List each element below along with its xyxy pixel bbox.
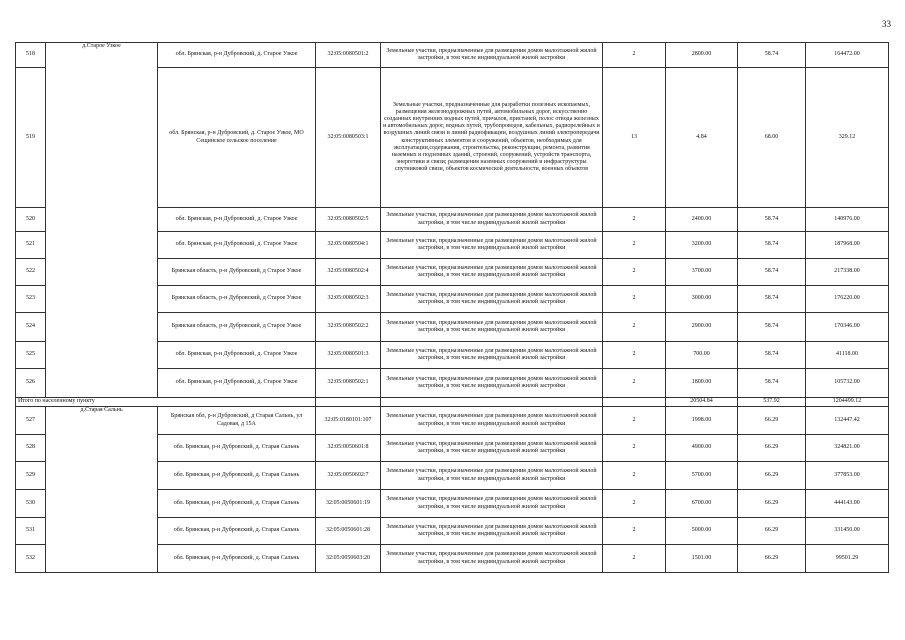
row-address: Брянская область, р-н Дубровский, д Старое Узкое	[158, 259, 316, 286]
row-address: обл. Брянская, р-н Дубровский, д. Старое Узкое	[158, 208, 316, 232]
locality-name: д.Старая Сальнь	[46, 407, 158, 573]
row-value: 176220.00	[806, 286, 889, 313]
row-category: 2	[603, 208, 666, 232]
total-label: Итого по населенному пункту	[16, 398, 316, 407]
row-cadastral-number: 32:05:0080502:3	[316, 286, 381, 313]
row-area: 700.00	[666, 342, 738, 369]
row-address: Брянская область, р-н Дубровский, д Старое Узкое	[158, 286, 316, 313]
row-number: 520	[16, 208, 46, 232]
row-category: 2	[603, 313, 666, 342]
row-category: 2	[603, 462, 666, 490]
row-land-use: Земельные участки, предназначенные для разработки полезных ископаемых, размещения железнодорожных путей, автомобильных дорог, искусственно созданных внутренних водных путей, причалов, пристаней, полос отвода железных и автомобильных дорог, водных путей, трубопроводов, кабельных, радиорелейных и воздушных линий связи и линий радиофикации, воздушных линий электропередачи конструктивных элементов и сооружений, объектов, необходимых для эксплуатации,содержания, строительства, реконструкции, ремонта, развития наземных и подземных зданий, строений, сооружений, устройств транспорта, энергетики и связи; размещения наземных сооружений и инфраструктуры спутниковой связи, объектов космической деятельности, военных объектов	[381, 68, 603, 208]
row-category: 2	[603, 43, 666, 68]
row-value: 99501.29	[806, 545, 889, 573]
row-category: 2	[603, 259, 666, 286]
row-category: 2	[603, 407, 666, 435]
row-rate: 68.00	[738, 68, 806, 208]
row-value: 187968.00	[806, 232, 889, 259]
row-address: обл. Брянская, р-н Дубровский, д. Старое Узкое	[158, 369, 316, 398]
row-number: 518	[16, 43, 46, 68]
row-area: 1800.00	[666, 369, 738, 398]
row-category: 2	[603, 518, 666, 545]
table-row	[16, 407, 889, 435]
row-address: обл. Брянская, р-н Дубровский, д. Старая Сальнь	[158, 518, 316, 545]
row-land-use: Земельные участки, предназначенные для размещения домов малоэтажной жилой застройки, в том числе индивидуальной жилой застройки	[381, 518, 603, 545]
row-rate: 58.74	[738, 313, 806, 342]
row-rate: 66.29	[738, 518, 806, 545]
row-area: 1501.00	[666, 545, 738, 573]
page-number: 33	[882, 19, 891, 29]
row-cadastral-number: 32:05:0080503:1	[316, 68, 381, 208]
row-land-use: Земельные участки, предназначенные для размещения домов малоэтажной жилой застройки, в том числе индивидуальной жилой застройки	[381, 369, 603, 398]
row-cadastral-number: 32:05:0080504:1	[316, 232, 381, 259]
row-number: 525	[16, 342, 46, 369]
row-number: 526	[16, 369, 46, 398]
row-area: 3000.00	[666, 286, 738, 313]
row-value: 140976.00	[806, 208, 889, 232]
table-body	[16, 43, 889, 573]
row-number: 522	[16, 259, 46, 286]
row-land-use: Земельные участки, предназначенные для размещения домов малоэтажной жилой застройки, в том числе индивидуальной жилой застройки	[381, 407, 603, 435]
row-address: обл. Брянская, р-н Дубровский, д. Старое Узкое	[158, 43, 316, 68]
row-value: 164472.00	[806, 43, 889, 68]
row-area: 3200.00	[666, 232, 738, 259]
row-category: 2	[603, 545, 666, 573]
row-land-use: Земельные участки, предназначенные для размещения домов малоэтажной жилой застройки, в том числе индивидуальной жилой застройки	[381, 286, 603, 313]
row-area: 5000.00	[666, 518, 738, 545]
total-area: 20504.84	[666, 398, 738, 407]
row-land-use: Земельные участки, предназначенные для размещения домов малоэтажной жилой застройки, в том числе индивидуальной жилой застройки	[381, 208, 603, 232]
row-rate: 66.29	[738, 490, 806, 518]
row-value: 377853.00	[806, 462, 889, 490]
row-category: 2	[603, 232, 666, 259]
row-address: Брянская область, р-н Дубровский, д Старое Узкое	[158, 313, 316, 342]
row-land-use: Земельные участки, предназначенные для размещения домов малоэтажной жилой застройки, в том числе индивидуальной жилой застройки	[381, 435, 603, 462]
row-category: 2	[603, 435, 666, 462]
row-category: 2	[603, 342, 666, 369]
row-rate: 58.74	[738, 259, 806, 286]
row-address: обл. Брянская, р-н Дубровский, д. Старое Узкое, МО Сещинское сельское поселение	[158, 68, 316, 208]
row-number: 532	[16, 545, 46, 573]
row-number: 519	[16, 68, 46, 208]
row-value: 41118.00	[806, 342, 889, 369]
row-value: 132447.42	[806, 407, 889, 435]
total-rate: 537.92	[738, 398, 806, 407]
land-valuation-table	[15, 42, 889, 573]
row-area: 2900.00	[666, 313, 738, 342]
row-rate: 58.74	[738, 286, 806, 313]
row-rate: 66.29	[738, 407, 806, 435]
row-category: 13	[603, 68, 666, 208]
row-value: 444143.00	[806, 490, 889, 518]
row-land-use: Земельные участки, предназначенные для размещения домов малоэтажной жилой застройки, в том числе индивидуальной жилой застройки	[381, 462, 603, 490]
row-area: 3700.00	[666, 259, 738, 286]
row-rate: 66.29	[738, 462, 806, 490]
row-number: 530	[16, 490, 46, 518]
row-rate: 66.29	[738, 435, 806, 462]
row-cadastral-number: 32:05:0080502:1	[316, 369, 381, 398]
row-area: 4900.00	[666, 435, 738, 462]
row-rate: 58.74	[738, 208, 806, 232]
row-cadastral-number: 32:05:0050601:19	[316, 490, 381, 518]
row-cadastral-number: 32:05:0180101:107	[316, 407, 381, 435]
row-land-use: Земельные участки, предназначенные для размещения домов малоэтажной жилой застройки, в том числе индивидуальной жилой застройки	[381, 313, 603, 342]
row-cadastral-number: 32:05:0080502:4	[316, 259, 381, 286]
total-empty-cell	[316, 398, 381, 407]
row-value: 170346.00	[806, 313, 889, 342]
row-cadastral-number: 32:05:0080501:3	[316, 342, 381, 369]
row-cadastral-number: 32:05:0080502:5	[316, 208, 381, 232]
row-number: 523	[16, 286, 46, 313]
row-category: 2	[603, 490, 666, 518]
row-area: 6700.00	[666, 490, 738, 518]
row-value: 217338.00	[806, 259, 889, 286]
row-address: обл. Брянская, р-н Дубровский, д. Старая Сальнь	[158, 435, 316, 462]
row-rate: 58.74	[738, 342, 806, 369]
row-address: обл. Брянская, р-н Дубровский, д. Старая Сальнь	[158, 545, 316, 573]
row-number: 529	[16, 462, 46, 490]
row-cadastral-number: 32:05:0080501:2	[316, 43, 381, 68]
row-rate: 58.74	[738, 232, 806, 259]
row-value: 329.12	[806, 68, 889, 208]
locality-total-row	[16, 398, 889, 407]
row-address: обл. Брянская, р-н Дубровский, д. Старое Узкое	[158, 232, 316, 259]
row-rate: 58.74	[738, 369, 806, 398]
total-empty-cell	[381, 398, 603, 407]
row-value: 331450.00	[806, 518, 889, 545]
row-category: 2	[603, 286, 666, 313]
locality-name: д.Старое Узкое	[46, 43, 158, 398]
row-category: 2	[603, 369, 666, 398]
total-empty-cell	[603, 398, 666, 407]
row-cadastral-number: 32:05:0050603:20	[316, 545, 381, 573]
row-area: 1998.00	[666, 407, 738, 435]
row-number: 528	[16, 435, 46, 462]
row-area: 4.84	[666, 68, 738, 208]
row-value: 105732.00	[806, 369, 889, 398]
row-area: 2400.00	[666, 208, 738, 232]
row-land-use: Земельные участки, предназначенные для размещения домов малоэтажной жилой застройки, в том числе индивидуальной жилой застройки	[381, 259, 603, 286]
table-row	[16, 43, 889, 68]
row-land-use: Земельные участки, предназначенные для размещения домов малоэтажной жилой застройки, в том числе индивидуальной жилой застройки	[381, 342, 603, 369]
row-number: 527	[16, 407, 46, 435]
row-rate: 58.74	[738, 43, 806, 68]
row-number: 531	[16, 518, 46, 545]
row-number: 521	[16, 232, 46, 259]
row-value: 324821.00	[806, 435, 889, 462]
row-cadastral-number: 32:05:0080502:2	[316, 313, 381, 342]
row-address: обл. Брянская, р-н Дубровский, д. Старая Сальнь	[158, 462, 316, 490]
row-area: 2800.00	[666, 43, 738, 68]
row-land-use: Земельные участки, предназначенные для размещения домов малоэтажной жилой застройки, в том числе индивидуальной жилой застройки	[381, 232, 603, 259]
row-number: 524	[16, 313, 46, 342]
row-land-use: Земельные участки, предназначенные для размещения домов малоэтажной жилой застройки, в том числе индивидуальной жилой застройки	[381, 545, 603, 573]
row-rate: 66.29	[738, 545, 806, 573]
row-address: Брянская обл, р-н Дубровский, д Старая Сальнь, ул Садовая, д 15А	[158, 407, 316, 435]
row-area: 5700.00	[666, 462, 738, 490]
row-cadastral-number: 32:05:0050602:7	[316, 462, 381, 490]
row-cadastral-number: 32:05:0050601:8	[316, 435, 381, 462]
row-address: обл. Брянская, р-н Дубровский, д. Старое Узкое	[158, 342, 316, 369]
total-value: 1204499.12	[806, 398, 889, 407]
row-cadastral-number: 32:05:0050601:28	[316, 518, 381, 545]
row-address: обл. Брянская, р-н Дубровский, д. Старая Сальнь	[158, 490, 316, 518]
row-land-use: Земельные участки, предназначенные для размещения домов малоэтажной жилой застройки, в том числе индивидуальной жилой застройки	[381, 43, 603, 68]
row-land-use: Земельные участки, предназначенные для размещения домов малоэтажной жилой застройки, в том числе индивидуальной жилой застройки	[381, 490, 603, 518]
